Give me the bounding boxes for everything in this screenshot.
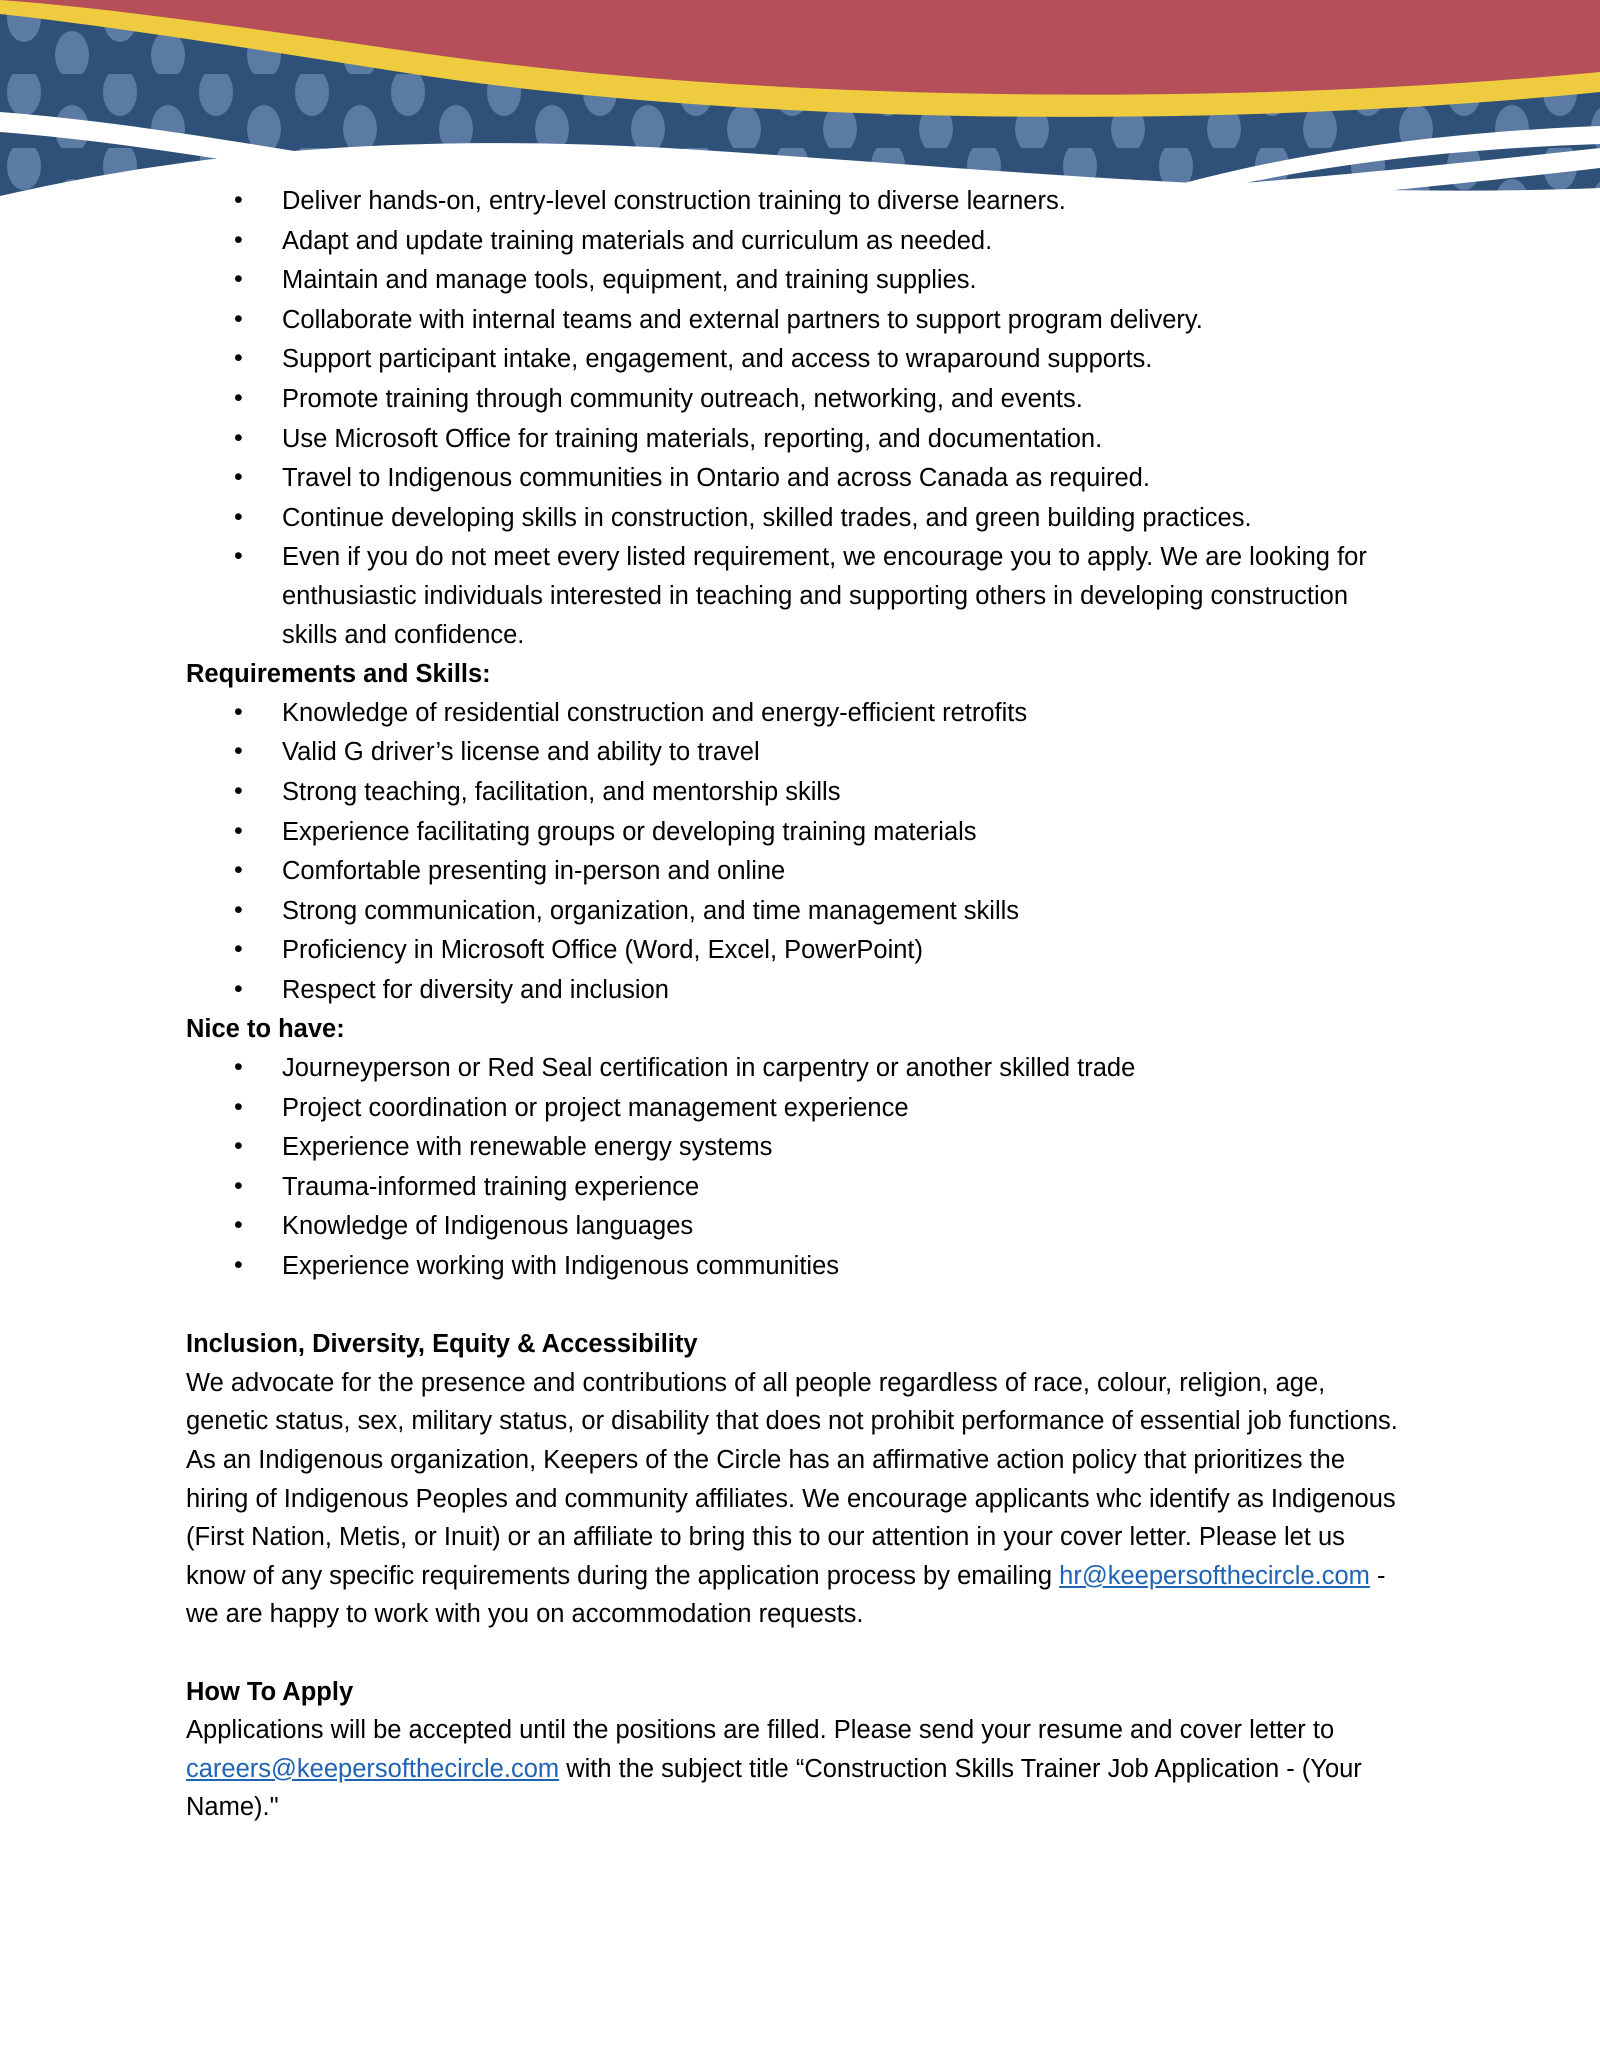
list-item: • Proficiency in Microsoft Office (Word, Excel, PowerPoint) [186, 931, 1404, 970]
list-item: • Deliver hands-on, entry-level construction training to diverse learners. [186, 182, 1404, 221]
careers-email-link[interactable]: careers@keepersofthecircle.com [186, 1754, 560, 1783]
list-item: • Knowledge of residential construction and energy-efficient retrofits [186, 694, 1404, 733]
list-item: • Travel to Indigenous communities in Ontario and across Canada as required. [186, 459, 1404, 498]
list-item: • Trauma-informed training experience [186, 1168, 1404, 1207]
how-to-apply-heading: How To Apply [186, 1677, 354, 1706]
list-item: • Collaborate with internal teams and external partners to support program delivery. [186, 301, 1404, 340]
hr-email-link[interactable]: hr@keepersofthecircle.com [1059, 1561, 1370, 1590]
idea-heading: Inclusion, Diversity, Equity & Accessibility [186, 1330, 698, 1359]
responsibilities-list [186, 182, 1404, 654]
idea-paragraph [186, 1364, 1404, 1634]
list-item: • Support participant intake, engagement, and access to wraparound supports. [186, 340, 1404, 379]
list-item: • Continue developing skills in construction, skilled trades, and green building practices. [186, 499, 1404, 538]
list-item: • Strong communication, organization, and time management skills [186, 892, 1404, 931]
nice-to-have-list [186, 1049, 1404, 1286]
list-item: • Adapt and update training materials and curriculum as needed. [186, 222, 1404, 261]
apply-body-before-link: Applications will be accepted until the positions are filled. Please send your resume and cover letter to [186, 1716, 1335, 1745]
list-item: • Valid G driver’s license and ability to travel [186, 733, 1404, 772]
list-item: • Journeyperson or Red Seal certification in carpentry or another skilled trade [186, 1049, 1404, 1088]
list-item: • Use Microsoft Office for training materials, reporting, and documentation. [186, 420, 1404, 459]
list-item: • Promote training through community outreach, networking, and events. [186, 380, 1404, 419]
idea-body-before-link: We advocate for the presence and contributions of all people regardless of race, colour, religion, age, genetic status, sex, military status, or disability that does not prohibit performance of essential job functions. As an Indigenous organization, Keepers of the Circle has an affirmative action policy that prioritizes the hiring of Indigenous Peoples and community affiliates. We encourage applicants whc identify as Indigenous (First Nation, Metis, or Inuit) or an affiliate to bring this to our attention in your cover letter. Please let us know of any specific requirements during the application process by emailing [186, 1368, 1398, 1590]
spacer [186, 1287, 1404, 1326]
list-item: • Project coordination or project management experience [186, 1089, 1404, 1128]
apply-body-after-link: with the subject title “Construction Skills Trainer Job Application - (Your Name)." [186, 1754, 1362, 1822]
idea-body-after-link: - we are happy to work with you on accommodation requests. [186, 1561, 1386, 1629]
list-item: • Experience working with Indigenous communities [186, 1247, 1404, 1286]
list-item: • Comfortable presenting in-person and online [186, 852, 1404, 891]
requirements-list [186, 694, 1404, 1010]
document-content [186, 182, 1404, 1827]
list-item: • Maintain and manage tools, equipment, and training supplies. [186, 261, 1404, 300]
list-item: • Strong teaching, facilitation, and mentorship skills [186, 773, 1404, 812]
how-to-apply-paragraph [186, 1711, 1404, 1827]
spacer [186, 1634, 1404, 1673]
nice-to-have-heading: Nice to have: [186, 1015, 345, 1044]
list-item: • Experience facilitating groups or developing training materials [186, 813, 1404, 852]
list-item: • Even if you do not meet every listed requirement, we encourage you to apply. We are looking for enthusiastic individuals interested in teaching and supporting others in developing construction skills and confidence. [186, 538, 1404, 654]
list-item: • Experience with renewable energy systems [186, 1128, 1404, 1167]
requirements-heading: Requirements and Skills: [186, 660, 491, 689]
list-item: • Knowledge of Indigenous languages [186, 1207, 1404, 1246]
list-item: • Respect for diversity and inclusion [186, 971, 1404, 1010]
